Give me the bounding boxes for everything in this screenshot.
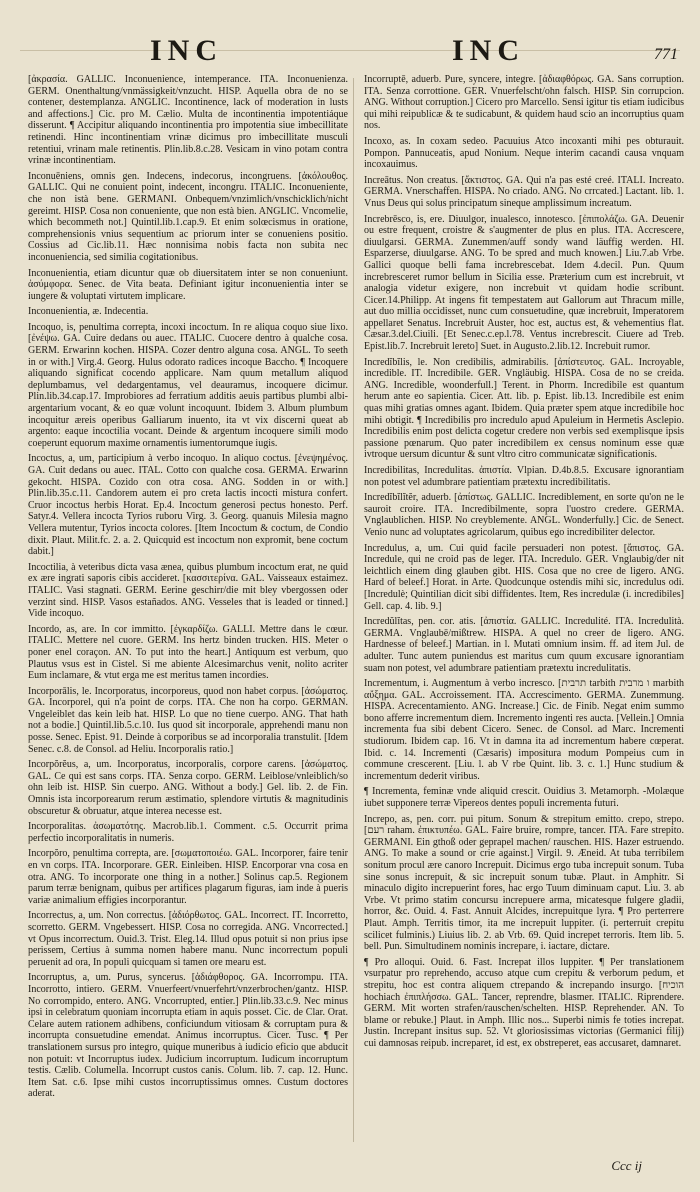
dictionary-entry	[364, 465, 684, 488]
entry-text: [ἀκρασία. GALLIC. Inconuenience, intemperance. ITA. Inconuenienza. GERM. Onenthaltung/vnmässigkeit/vnzucht. HISP. Aquella obra de no se contener, destemplanza. ANGLIC. Incontinence, lack of moderation in lusts and affections.] Cic. pro M. Cælio. Multa de incontinentia impotentiáque disserunt. ¶ Accipitur aliquando incontinentia pro impotentia siue imbecillitate retinendi. Hinc incontinentiam vrinæ dicimus pro imbecillitate musculi retentiui, vrinam male retinentis. Plin.lib.8.c.28. Vesicam in vino potam contra vrinæ incontinentiam.	[28, 74, 348, 167]
right-column	[364, 74, 684, 1150]
entry-text: Incrementum, i. Augmentum à verbo incresco. [תרבית tarbith ו מרבית marbith αὔξημα. GAL. Accroissement. ITA. Accrescimento. GERMA. Zunemmung. HISPA. Acrecentamiento. ANG. Increase.] Cic. de Finib. Negat enim summo bono afferre incrementum diem. Incremento ingenti res aucta. [Vellein.] Omnia incrementa fua sibi debent Cicero. Senec. de Consol. ad Marc. Incrementi studiorum. Ibidem cap. 16. Vt in damna ita ad incrementum habere cœperat. Ibid. c. 14. Incrementi (Cæsaris) impositura modum Pompeius cum in commune crescerent. [Liu. l. ab V rbe Quint. lib. 3. c. 1.] Hunc studium & incrementum dederit viribus.	[364, 678, 684, 782]
entry-text: ¶ Incrementa, feminæ vnde aliquid crescit. Ouidius 3. Metamorph. -Molæque iubet supponere terræ Vipereos dentes populi incrementa futuri.	[364, 786, 684, 810]
dictionary-entry	[28, 624, 348, 682]
dictionary-entry	[364, 957, 684, 1050]
dictionary-entry	[28, 759, 348, 817]
page-header	[0, 0, 700, 74]
entry-text: Incordo, as, are. In cor immitto. [ἐγκαρδίζω. GALLI. Mettre dans le cœur. ITALIC. Mettere nel cuore. GERM. Ins hertz binden trucken. HIS. Meter o poner enel coraçon. AN. To put into the heart.] Antiquum est verbum, quo Plautus vsus est in Cistel. Si me abiente Alcesimarchus venit, nolito acriter Eum inclamare, & vtut erga me est meritus tamen incordies.	[28, 623, 348, 682]
dictionary-entry	[28, 306, 348, 318]
entry-text: Incredibilitas, Incredulitas. ἀπιστία. Vlpian. D.4b.8.5. Excusare ignorantiam non potest vel adumbrare patientiam prætextu incredibilitatis.	[364, 465, 684, 488]
column-divider	[353, 78, 354, 1142]
entry-text: Increbrēsco, is, ere. Diuulgor, inualesco, innotesco. [ἐπιπολάζω. GA. Deuenir ou estre frequent, croistre & s'augmenter de plus en plus. ITA. Accrescere, diuulgarsi. GERMA. Zunemmen/auff sondy wand läuffig werden. HI. Esparzerse, diuulgarse. ANG. To be spred and much knowen.] Liu.7.ab Vrbe. Gallici quoque belli fama increbrescebat. Idem 4.decil. Pun. Quum increbresceret rumor bellum in Sicilia esse. Præterium cum est increbruit, vt analogia videtur exigere, non increbuit vt quidam hodie scribunt. Cicer.14.Philipp. At ingens fit tempestatem aut Gallorum aut Thracum mille, aut duo millia occidisset, nunc cum consuetudine, quæ increbruit, Imperatorem appellaret Senatus. Increbruit Auster, hoc est, auctus est, & vehementius flat. Cæsar.3.del.Ciuili. [Et Senec.c.ep.l.78. Ventus increbrescit. Ciuere ad Treb. Epist.lib.7. Increbruit lereto] Suet. in Augusto.2.lib.12. Increbuit rumor.	[364, 213, 684, 353]
dictionary-entry	[364, 136, 684, 171]
entry-text: Incorpŏro, penultima correpta, are. [σωματοποιέω. GAL. Incorporer, faire tenir en vn corps. ITA. Incorporare. GER. Einleiben. HISP. Encorporar vna cosa en otra. ANG. To incorporate one thing in a nother.] Solinus cap.5. Regionem parum terræ benignam, quibus per artifices plagarum figuras, iam inde à pueris variæ animalium effigies incorporantur.	[28, 848, 348, 906]
dictionary-entry	[364, 492, 684, 538]
dictionary-entry	[364, 214, 684, 353]
entry-text: Inconuenientia, æ. Indecentia.	[28, 306, 149, 318]
dictionary-entry	[364, 786, 684, 809]
dictionary-entry	[364, 678, 684, 782]
entry-text: ¶ Pro alloqui. Ouid. 6. Fast. Increpat illos luppiter. ¶ Per translationem vsurpatur pro reprehendo, accuso atque cum crepitu & verborum pedum, et strepitu, hoc est contra aliquem ctrepando & increpando insurgo. [הוכיח hochiach ἐπιπλήσσω. GAL. Tancer, reprendre, blasmer. ITALIC. Riprendere. GERM. Mit worten strafen/rauschen/schelten. HISP. Reprehender. AN. To blame or rebuke.] Plaut. in Amph. Illic nos... Superbi nimis fe toties increpat. Justin. Increpant insitus sup. 52. Vt gloriosissimas victorias (Germanici filij) cui damnosas reipub. increparet, id est, ex obstreperet, eas accusaret, damnaret.	[364, 956, 684, 1049]
left-column	[28, 74, 348, 1150]
dictionary-entry	[28, 686, 348, 756]
entry-text: Increpo, as, pen. corr. pui pitum. Sonum & strepitum emitto. crepo, strepo. [רעם raham. ἐπικτυπέω. GAL. Faire bruire, rompre, tancer. ITA. Fare strepito. GERMANI. Ein gthoß oder geprapel machen/ rauschen. HIS. Hazer estruendo. ANG. To make a sound or crie against.] Virgil. 9. Æneid. At tuba terribilem sonitum procul ære canoro Increpuit. Dicimus ergo tuba increpuit sonum. Tuba sine sonus increpuit, & sic increpuit sonum tubæ. Plaut. in Amphitr. Si minaculo digito increpuerint fores, hac ergo Tuum diminuam caput. Liu. 3. ab Vrbe. Vt primo statim concursu increpuere arma, micatesque fulgere gladii, horror, &c. Ouid. 4. Fast. Annuit Alcides, increpuitque lyra. ¶ Pro perterrere Plaut. Amph. Territis timor, ita me increpuit luppiter. (i. perterruit crepitu scilicet fulminis.) Liuius lib. 2. ab Vrb. 69. Quid increpet terroris. Item lib. 5. bell. Pun. Simultudinem nominis increpare, i. iactare, dictare.	[364, 813, 684, 953]
dictionary-entry	[28, 322, 348, 450]
entry-text: Incoquo, is, penultima correpta, incoxi incoctum. In re aliqua coquo siue lixo. [ἐνέψω. GA. Cuire dedans ou auec. ITALIC. Cuocere dentro à qualche cosa. GERM. Erwarinn kochen. HISPA. Cozer dentro alguna cosa. ANGL. To seeth in or with.] Virg.4. Georg. Hulus odorato radices incoque Baccho. ¶ Incoquere aliquando significat cocendo applicare. Nam quum metallum aliquod deplumbamus, vel dedargentamus, vel deauramus, incoquere dicimur. Plin.lib.34.cap.17. Improbiores ad ferratium additis aeuis partibus plumbi albi-argentarium vocant, & eo quæ volunt incoquunt. Ibidem 3. Album plumbum incoquitur æreis operibus Galliarum inuento, ita vt vix discerni queat ab argento: eaque incoctilia vocant. Deinde & argentum incoquere simili modo coeperunt equorum maxime ornamentis iumentorumque iugis.	[28, 321, 348, 449]
dictionary-entry	[28, 562, 348, 620]
dictionary-entry	[28, 171, 348, 264]
entry-text: Incredĭbĭlĭtĕr, aduerb. [ἀπίστως. GALLIC. Incrediblement, en sorte qu'on ne le sauroit croire. ITA. Incredibilmente, sopra l'uostro credere. GERMA. Vnglaublichen. HISP. No creyblemente. ANGL. Wonderfully.] Cic. de Senect. Venio nunc ad voluptates agricolarum, quibus ego incredibiliter delector.	[364, 492, 684, 538]
entry-text: Incredĭbĭlis, le. Non credibilis, admirabilis. [ἀπίστευτος. GAL. Incroyable, incredible. IT. Incredibile. GER. Vngläubig. HISPA. Cosa de no se creida. ANG. Incredible, woonderfull.] Terent. in Phorm. Incredibile est quantum herum ante eo sapientia. Cicer. Att. lib. p. Epist. lib.13. Incredibile est enim quas mihi gratias omnes agant. Ibidem. Quia præter spem atque incredibile hoc mihi obtigit. ¶ Incredibilis pro incredulo apud Apuleium in Hermetis Asclepio. Incredibilis enim post delicta cogetur credere non verbis sed exemplisque ipsis passione pœnarum. Quo pater incredibilem ex census nominum esse quæ ivtroque uersum dicuntur & sunt vltro citro communicatæ significationis.	[364, 356, 684, 461]
entry-text: Incredŭlĭtas, pen. cor. atis. [ἀπιστία. GALLIC. Incredulité. ITA. Incredulità. GERMA. Vnglaubē/mißtrew. HISPA. A quel no creer de ligero. ANG. Hardnesse of beleef.] Martian. in l. Mutati omnium insim. ff. ad item Jul. de adulter. Tunc autem puniendus est maritus cum quum excusare ignorantiam suam non potest, vel adumbrare patientiam prætextu incredulitatis.	[364, 616, 684, 674]
entry-text: Incredulus, a, um. Cui quid facile persuaderi non potest. [ἄπιστος. GA. Incredule, qui ne croid pas de leger. ITA. Incredulo. GER. Vnglaubig/der nit leichtlich einem ding glauben gibt. HIS. Cosa que no cree de ligero. ANG. Hard of beleef.] Horat. in Arte. Quodcunque ostendis mihi sic, incredulus odi. [Incredulè; Quintilian dicit sibi diffidentes. Item, Res incredulæ (i. incredibiles] Gell. cap. 4. lib. 9.]	[364, 542, 684, 612]
dictionary-entry	[364, 74, 684, 132]
entry-text: Incorrectus, a, um. Non correctus. [ἀδιόρθωτος. GAL. Incorrect. IT. Incorretto, scorretto. GERM. Vngebessert. HISP. Cosa no corregida. ANG. Vncorrected.] vt Opus incorrectum. Ouid.3. Trist. Eleg.14. Illud opus potuit si non prius ipse perissem, Certius à summa nomen habere manu. Nunc incorrectum populi peruenit ad ora, In populi quicquam si tamen ore mearu est.	[28, 910, 348, 968]
dictionary-entry	[364, 543, 684, 613]
entry-text: Inconuenientia, etiam dicuntur quæ ob diuersitatem inter se non conueniunt. ἀσύμφορα. Senec. de Vita beata. Definiant igitur inconuenientia inter se iungere & voluptati virtutem implicare.	[28, 267, 348, 302]
dictionary-entry	[28, 848, 348, 906]
page-number: 771	[654, 46, 678, 63]
entry-text: Incorporālis, le. Incorporatus, incorporeus, quod non habet corpus. [ἀσώματος. GA. Incorporel, qui n'a point de corps. ITA. Che non ha corpo. GERMAN. Vngeleiblet das kein leib hat. HISP. Lo que no tiene cuerpo. ANG. That hath not a bodie.] Quintil.lib.5.c.10. Ius quod sit incorporale, apprehendi manu non posse. Senec. Epist. 91. Deinde à corporibus se ad incorporalia transtulit. [Idem Senec. c.8. de Consol. ad Heliu. Incorporalis ratio.]	[28, 685, 348, 755]
entry-text: Incoctus, a, um, participium à verbo incoquo. In aliquo coctus. [ἐνεψημένος. GA. Cuit dedans ou auec. ITAL. Cotto con qualche cosa. GERMA. Erwarinn gekocht. HISPA. Cozido con otra cosa. ANG. Sodden in or with.] Plin.lib.35.c.11. Candorem autem ei pro creta lactis incocti mistura confert. Cruor incoctus herbis Horat. Ep.4. Incoctum generosi pectus honesto. Perf. Satyr.4. Vellera incocta Tyrios ruboru Virg. 3. Georg. quanuis Milesia magno Vellera mutentur, Tyrios incocta colores. [Item Incoctum & coctum, de Condio dixit. Plaut. Milit.fc. 2. a. 2. Quicquid est incoctum non expromit, bene coctum dabit.]	[28, 453, 348, 558]
dictionary-entry	[28, 453, 348, 557]
dictionary-entry	[364, 357, 684, 461]
dictionary-entry	[28, 972, 348, 1100]
entry-text: Inconuēniens, omnis gen. Indecens, indecorus, incongruens. [ἀκόλουθος. GALLIC. Qui ne conuient point, indecent, incongru. ITALIC. Inconueniente, che non istà bene. GERMANI. Onbequem/vnzimlich/vnschicklich/nicht gereimt. HISP. Cosa non conueniente, que non està bien. ANGLIC. Vncomelie, which becommeth not.] Quintil.lib.1.cap.9. Et enim solœcismus in oratione, comprehensionis vnius sequentium ac priorum inter se conueniens positio. Cossius ad Cic.lib.11. Hæc nonnisima nobis facta non subita nec inconueniencia, sed similia cogitationibus.	[28, 170, 348, 263]
header-rule	[20, 50, 680, 51]
running-head-left: INC	[150, 34, 224, 67]
entry-text: Incorporalitas. ἀσωματότης. Macrob.lib.1. Comment. c.5. Occurrit prima perfectio incorporalitatis in numeris.	[28, 821, 348, 844]
dictionary-entry	[28, 74, 348, 167]
dictionary-entry	[364, 175, 684, 210]
entry-text: Incorruptē, aduerb. Pure, syncere, integre. [ἀδιαφθόρως. GA. Sans corruption. ITA. Senza corrottione. GER. Vnuerfelscht/ohn falsch. HISP. Sin corrupcion. ANG. Without corruption.] Cicero pro Marcello. Sensi igitur tis etiam iudicibus qui mihi reipublicæ & te sudicabunt, & quidem haud scio an incorruptius quam nos.	[364, 74, 684, 132]
entry-text: Incoxo, as. In coxam sedeo. Pacuuius Atco incoxanti mihi pes obturauit. Pompon. Pannuceatis, apud Nonium. Neque interim cacandi causa vnquam incoxauimus.	[364, 135, 684, 171]
signature-mark: Ccc ij	[611, 1158, 642, 1173]
dictionary-entry	[28, 268, 348, 303]
dictionary-entry	[28, 910, 348, 968]
dictionary-entry	[364, 814, 684, 953]
entry-text: Increātus. Non creatus. [ἄκτιστος. GA. Qui n'a pas esté creé. ITALI. Increato. GERMA. Vnerschaffen. HISPA. No criado. ANG. No crrcated.] Lactant. lib. 1. Vnus Deus qui solus principatum sineque amplissimum increatum.	[364, 174, 684, 209]
entry-text: Incorruptus, a, um. Purus, syncerus. [ἀδιάφθορος. GA. Incorrompu. ITA. Incorrotto, intiero. GERM. Vnuerfeert/vnuerfehrt/vnzerbrochen/gantz. HISP. No corrompido, entero. ANG. Vncorrupted, entier.] Plin.lib.33.c.9. Nec minus ipsi in celebratum quoniam incorrupta etiam in aquis posset. Cic. de Clar. Orat. Celare autem rationem adhibens, conficiundum vitiosam & corruptam pura & incorrupta consuetudine emendat. Animus incorruptus. Cicer. Tusc. ¶ Per translationem sursus pro integro, quique muneribus à iudicio eficio que abducit non potuit: vt Incorruptus iudex. Judicium incorruptum. Iudicum incorruptum testis. Cælib. Columella. Incorrupt custos canis. Colum. lib. 7. cap. 12. Hunc. Item Sat. c.6. Ipse mihi custos incorruptissimus omnes. Custum doctores aderat.	[28, 972, 348, 1100]
running-head-right: INC	[452, 34, 526, 67]
dictionary-entry	[364, 616, 684, 674]
entry-text: Incorpŏrĕus, a, um. Incorporatus, incorporalis, corpore carens. [ἀσώματος. GAL. Ce qui est sans corps. ITA. Senza corpo. GERM. Leiblose/vnleiblich/so ohn leib ist. HISP. Sin cuerpo. ANG. Without a body.] Gel. lib. 2. de Fin. Omnis ista incorporearum rerum æstimatio, splendore virtutis & magnitudinis obscuretur & obruatur, atque interea necesse est.	[28, 759, 348, 817]
entry-text: Incoctilia, à veteribus dicta vasa ænea, quibus plumbum incoctum erat, ne quid ex ære ingrati saporis cibis accideret. [κασσιτερίνα. GAL. Vaisseaux estaimez. ITALIC. Vasi stagnati. GERM. Eerine geschirr/die mit bley vbergossen oder verzint sind. HISP. Vasos estañados. ANG. Vesseles that is leaded or tinned.] Vide incoquo.	[28, 561, 348, 620]
dictionary-entry	[28, 821, 348, 844]
